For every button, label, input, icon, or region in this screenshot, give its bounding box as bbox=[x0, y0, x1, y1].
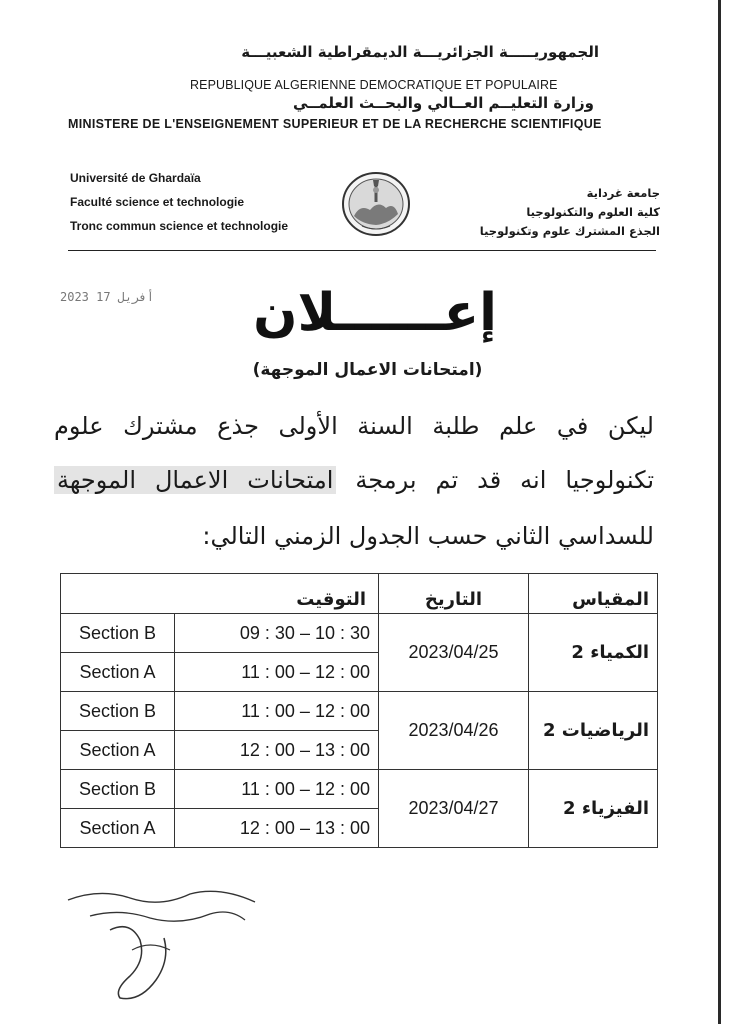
stamp-date: 2023 أفريل 17 bbox=[60, 290, 154, 304]
header-divider bbox=[68, 250, 656, 251]
date-cell: 2023/04/26 bbox=[379, 692, 529, 770]
table-header-row bbox=[61, 574, 658, 614]
time-cell: 12 : 00 – 13 : 00 bbox=[175, 731, 379, 770]
header-fr-republic: REPUBLIQUE ALGERIENNE DEMOCRATIQUE ET POPULAIRE bbox=[190, 78, 558, 92]
module-cell: الكمياء 2 bbox=[529, 614, 658, 692]
date-cell: 2023/04/27 bbox=[379, 770, 529, 848]
time-cell: 12 : 00 – 13 : 00 bbox=[175, 809, 379, 848]
table-row bbox=[61, 692, 658, 731]
section-cell: Section B bbox=[61, 770, 175, 809]
announcement-title: إعــــــلان bbox=[253, 283, 497, 343]
header-fr-ministry: MINISTERE DE L'ENSEIGNEMENT SUPERIEUR ET DE LA RECHERCHE SCIENTIFIQUE bbox=[68, 117, 602, 131]
time-cell: 09 : 30 – 10 : 30 bbox=[175, 614, 379, 653]
time-cell: 11 : 00 – 12 : 00 bbox=[175, 770, 379, 809]
header-module: المقياس bbox=[529, 574, 658, 614]
institution-ar-university: جامعة غرداية bbox=[586, 186, 660, 200]
section-cell: Section A bbox=[61, 653, 175, 692]
body-line-2 bbox=[54, 466, 654, 494]
module-cell: الفيزياء 2 bbox=[529, 770, 658, 848]
module-cell: الرياضيات 2 bbox=[529, 692, 658, 770]
page-edge-line bbox=[718, 0, 721, 1024]
header-ar-republic: الجمهوريـــــة الجزائريـــة الديمقراطية الشعبيـــة bbox=[241, 43, 599, 61]
section-cell: Section A bbox=[61, 731, 175, 770]
body-line-2-text: تكنولوجيا انه قد تم برمجة bbox=[355, 466, 655, 494]
handwritten-signature bbox=[60, 880, 280, 1010]
body-line-1: ليكن في علم طلبة السنة الأولى جذع مشترك علوم bbox=[54, 412, 654, 440]
institution-fr-department: Tronc commun science et technologie bbox=[70, 219, 289, 233]
section-cell: Section A bbox=[61, 809, 175, 848]
section-cell: Section B bbox=[61, 692, 175, 731]
table-row bbox=[61, 770, 658, 809]
section-cell: Section B bbox=[61, 614, 175, 653]
university-logo-icon bbox=[340, 170, 412, 238]
time-cell: 11 : 00 – 12 : 00 bbox=[175, 692, 379, 731]
institution-ar-department: الجذع المشترك علوم وتكنولوجيا bbox=[479, 224, 660, 238]
time-cell: 11 : 00 – 12 : 00 bbox=[175, 653, 379, 692]
table-row bbox=[61, 614, 658, 653]
exam-schedule-table bbox=[60, 573, 658, 848]
institution-fr-university: Université de Ghardaïa bbox=[70, 171, 201, 185]
body-line-2-highlight: امتحانات الاعمال الموجهة bbox=[54, 466, 336, 494]
date-cell: 2023/04/25 bbox=[379, 614, 529, 692]
institution-ar-faculty: كلية العلوم والتكنولوجيا bbox=[526, 205, 660, 219]
header-ar-ministry: وزارة التعليــم العــالي والبحــث العلمــي bbox=[292, 94, 594, 112]
institution-fr-faculty: Faculté science et technologie bbox=[70, 195, 245, 209]
header-time: التوقيت bbox=[61, 574, 379, 614]
announcement-subtitle: (امتحانات الاعمال الموجهة) bbox=[252, 360, 483, 380]
body-line-3: للسداسي الثاني حسب الجدول الزمني التالي: bbox=[202, 522, 654, 550]
header-date: التاريخ bbox=[379, 574, 529, 614]
